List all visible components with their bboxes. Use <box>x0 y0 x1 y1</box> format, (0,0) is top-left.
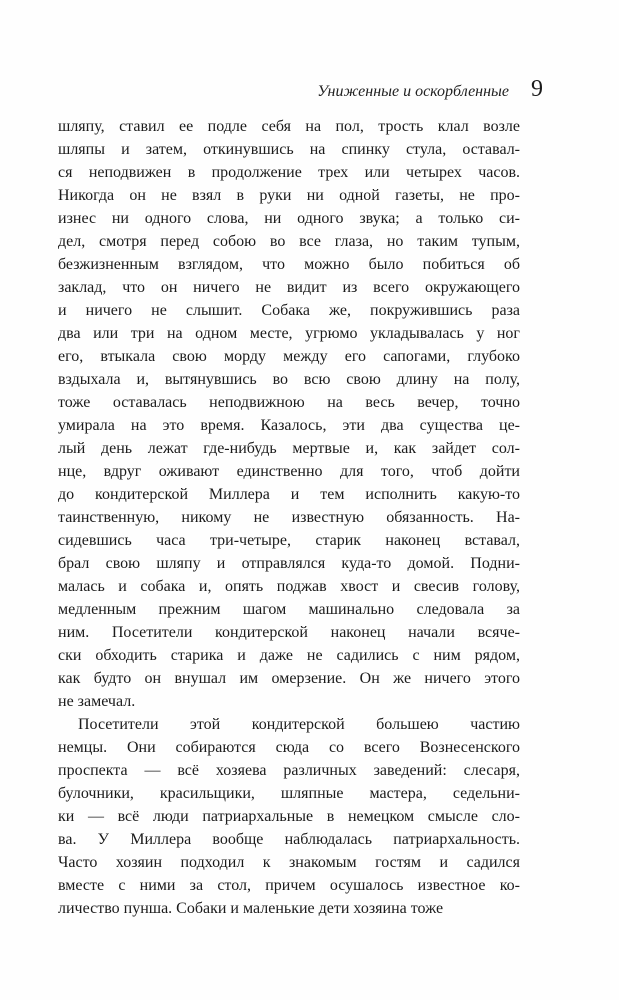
text-line: проспекта — всё хозяева различных заведений: слесаря, <box>58 762 520 779</box>
text-line: его, втыкала свою морду между его сапогами, глубоко <box>58 348 520 365</box>
text-line: тоже оставалась неподвижною на весь вечер, точно <box>58 394 520 411</box>
text-line: вместе с ними за стол, причем осушалось известное ко- <box>58 877 520 894</box>
text-line: сидевшись часа три-четыре, старик наконец вставал, <box>58 532 520 549</box>
running-head-book-title: Униженные и оскорбленные <box>317 83 509 100</box>
text-line: ва. У Миллера вообще наблюдалась патриархальность. <box>58 831 520 848</box>
text-line: лый день лежат где-нибудь мертвые и, как зайдет сол- <box>58 440 520 457</box>
text-line: ся неподвижен в продолжение трех или четырех часов. <box>58 164 520 181</box>
text-line: ски обходить старика и даже не садились с ним рядом, <box>58 647 520 664</box>
text-line: булочники, красильщики, шляпные мастера, седельни- <box>58 785 520 802</box>
page-body-text <box>58 115 520 920</box>
text-line: таинственную, никому не известную обязанность. На- <box>58 509 520 526</box>
text-line: шляпы и затем, откинувшись на спинку стула, оставал- <box>58 141 520 158</box>
text-line: вздыхала и, вытянувшись во всю свою длину на полу, <box>58 371 520 388</box>
running-header <box>58 77 543 102</box>
text-line: до кондитерской Миллера и тем исполнить какую-то <box>58 486 520 503</box>
text-line: брал свою шляпу и отправлялся куда-то домой. Подни- <box>58 555 520 572</box>
text-line: не замечал. <box>58 693 136 710</box>
text-line: заклад, что он ничего не видит из всего окружающего <box>58 279 520 296</box>
text-line: Часто хозяин подходил к знакомым гостям и садился <box>58 854 520 871</box>
page-number: 9 <box>531 76 543 102</box>
text-line: ним. Посетители кондитерской наконец начали всяче- <box>58 624 520 641</box>
text-line: как будто он внушал им омерзение. Он же ничего этого <box>58 670 520 687</box>
text-line: дел, смотря перед собою во все глаза, но таким тупым, <box>58 233 520 250</box>
text-line: два или три на одном месте, угрюмо укладывалась у ног <box>58 325 520 342</box>
text-line: нце, вдруг оживают единственно для того, чтоб дойти <box>58 463 520 480</box>
text-line: безжизненным взглядом, что можно было побиться об <box>58 256 520 273</box>
text-line: ки — всё люди патриархальные в немецком смысле сло- <box>58 808 520 825</box>
text-line: медленным прежним шагом машинально следовала за <box>58 601 520 618</box>
text-line: шляпу, ставил ее подле себя на пол, трость клал возле <box>58 118 520 135</box>
text-line: личество пунша. Собаки и маленькие дети хозяина тоже <box>58 900 444 917</box>
text-line: и ничего не слышит. Собака же, покружившись раза <box>58 302 520 319</box>
text-line: умирала на это время. Казалось, эти два существа це- <box>58 417 520 434</box>
text-line: Никогда он не взял в руки ни одной газеты, не про- <box>58 187 520 204</box>
text-line: Посетители этой кондитерской большею частию <box>78 716 520 733</box>
text-line: изнес ни одного слова, ни одного звука; а только си- <box>58 210 520 227</box>
text-line: малась и собака и, опять поджав хвост и свесив голову, <box>58 578 520 595</box>
text-line: немцы. Они собираются сюда со всего Вознесенского <box>58 739 520 756</box>
